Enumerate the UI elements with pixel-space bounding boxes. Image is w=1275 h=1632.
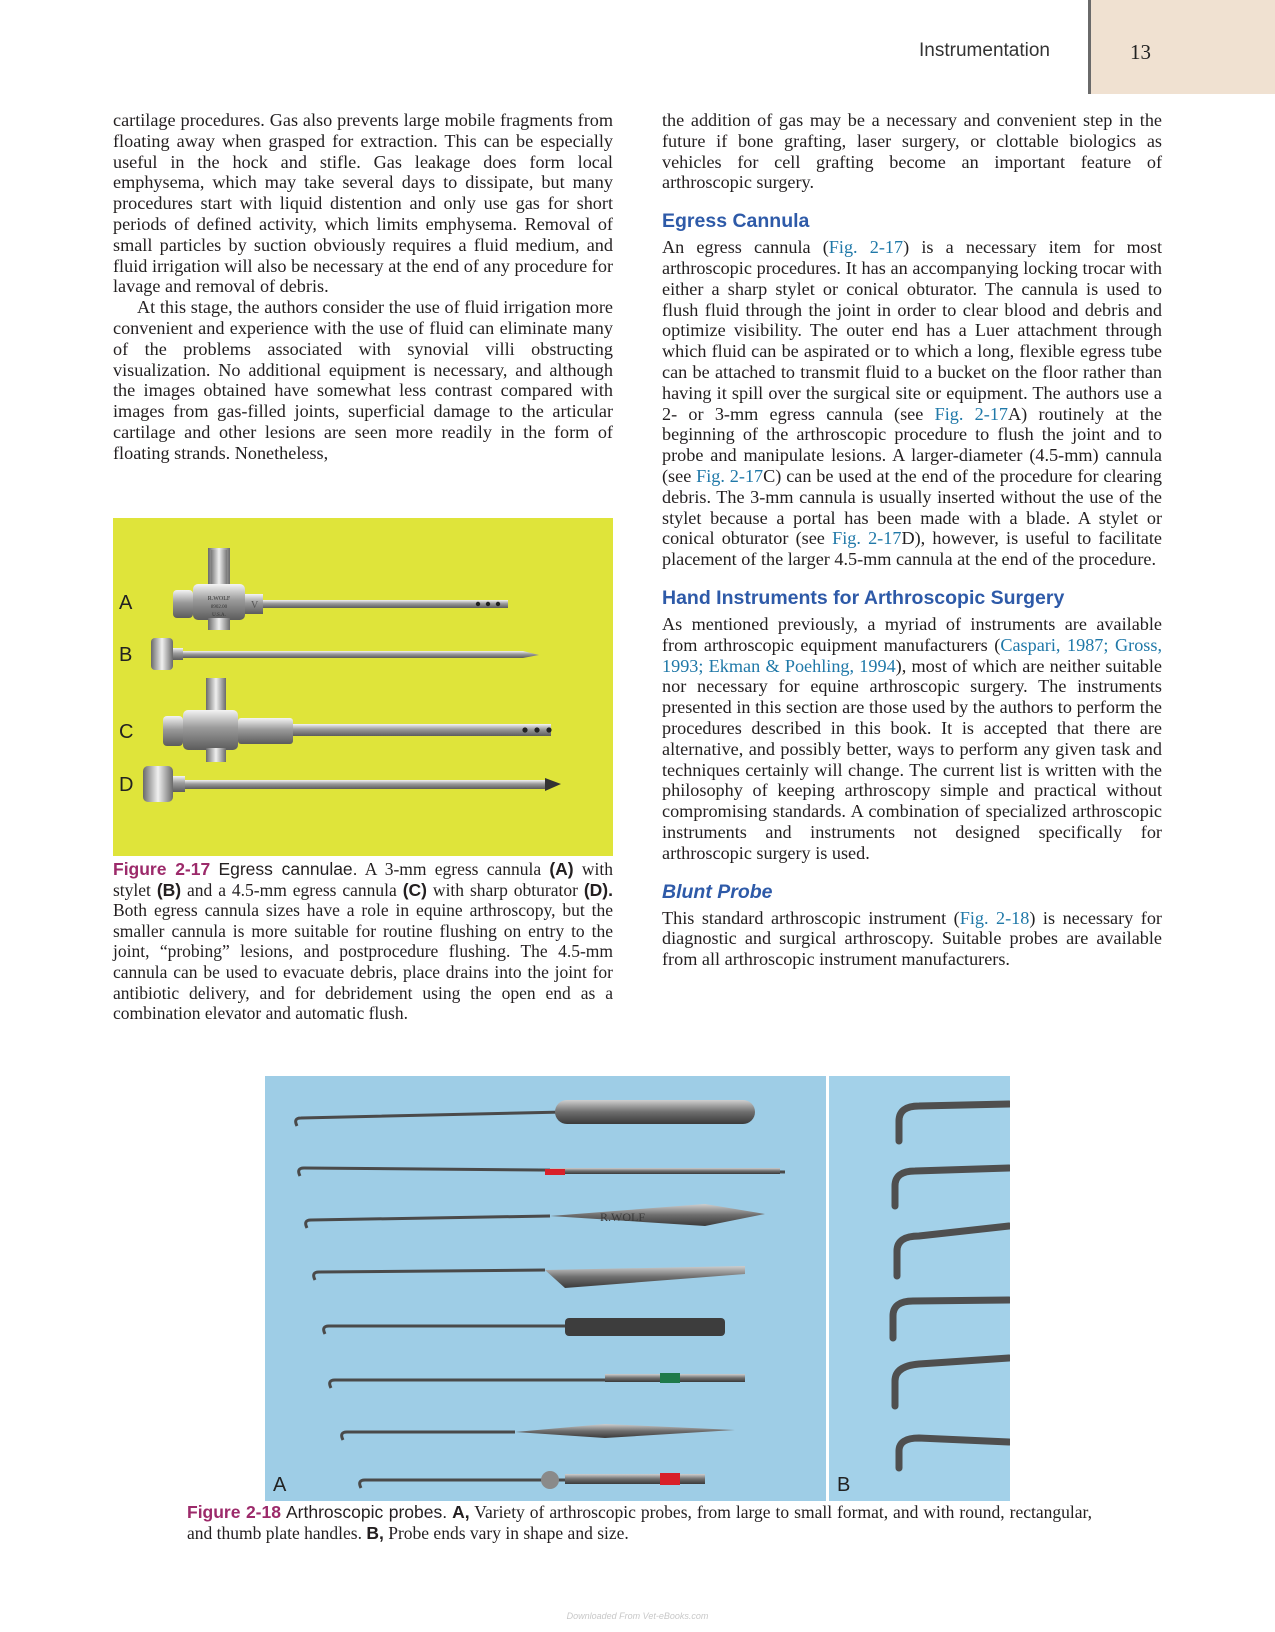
text-run: ) is necessary for diagnostic and surgical arthroscopy. Suitable probes are available from all arthroscopic instrument manufacturers.	[662, 907, 1162, 970]
caption-text: with sharp obturator	[427, 879, 584, 900]
caption-text: with stylet	[113, 859, 613, 900]
heading-egress-cannula: Egress Cannula	[662, 210, 810, 233]
caption-letter: A,	[452, 1502, 470, 1522]
figure-letter-a: A	[119, 592, 133, 614]
figure-letter-b: B	[119, 644, 133, 666]
stylet-b	[151, 638, 539, 670]
figure-letter-b: B	[837, 1474, 851, 1496]
caption-text: A 3-mm egress cannula	[357, 859, 550, 879]
handle-stamp: R.WOLF	[600, 1210, 645, 1224]
citation-link[interactable]: Caspari, 1987; Gross, 1993; Ekman & Poehling, 1994	[662, 634, 1162, 676]
egress-cannulae-illustration	[113, 518, 613, 856]
text-run: C) can be used at the end of the procedure for clearing debris. The 3-mm cannula is usually inserted without the use of the stylet because a portal has been made with a blade. A stylet or conical obturator (see	[662, 465, 1162, 549]
text-run: An egress cannula (	[662, 237, 829, 258]
caption-letter: B,	[366, 1522, 384, 1543]
caption-label: Figure 2-17	[113, 859, 211, 879]
running-head-section: Instrumentation	[919, 40, 1050, 61]
figure-2-17-photo	[113, 518, 613, 856]
stamp-line: R.WOLF	[207, 596, 231, 602]
paragraph	[662, 237, 1162, 570]
paragraph	[662, 614, 1162, 864]
caption-text: Variety of arthroscopic probes, from large to small format, and with round, rectangular, and thumb plate handles.	[187, 1502, 1092, 1543]
paragraph: cartilage procedures. Gas also prevents large mobile fragments from floating away when grasped for extraction. This can be especially useful in the hock and stifle. Gas leakage does form local emphysema, which may take several days to dissipate, but many procedures start with liquid distention and only use gas for short periods of defined activity, which limits emphysema. Removal of small particles by suction obviously requires a fluid medium, and fluid irrigation will also be necessary at the end of any procedure for lavage and removal of debris.	[113, 110, 613, 297]
caption-text: Probe ends vary in shape and size.	[383, 1522, 629, 1543]
caption-text: and a 4.5-mm egress cannula	[181, 879, 403, 900]
paragraph	[662, 908, 1162, 970]
figure-reference-link[interactable]: Fig. 2-17	[828, 237, 904, 258]
cannula-c	[163, 678, 552, 762]
figure-2-17-caption	[113, 859, 613, 1024]
text-run: A) routinely at the beginning of the arthroscopic procedure to flush the joint and to probe and manipulate lesions. A larger-diameter (4.5-mm) cannula (see	[662, 403, 1162, 486]
figure-letter-c: C	[119, 721, 134, 743]
left-column	[113, 110, 613, 464]
text-run: ), most of which are neither suitable nor necessary for equine arthroscopic surgery. The instruments presented in this section are those used by the authors to perform the procedures described in this book. It is accepted that there are alternative, and possibly better, ways to perform any given task and techniques certainly will change. The current list is written with the philosophy of keeping arthroscopy simple and practical without compromising standards. A combination of specialized arthroscopic instruments and instruments not designed specifically for arthroscopic surgery is used.	[662, 655, 1162, 863]
paragraph: the addition of gas may be a necessary and convenient step in the future if bone grafting, laser surgery, or clottable biologics as vehicles for cell grafting become an important feature of arthroscopic surgery.	[662, 110, 1162, 193]
footer-watermark: Downloaded From Vet-eBooks.com	[566, 1611, 709, 1621]
heading-hand-instruments: Hand Instruments for Arthroscopic Surgery	[662, 586, 1065, 609]
caption-title: Arthroscopic probes.	[285, 1502, 448, 1522]
stamp-line: 8902.00	[210, 605, 228, 610]
heading-blunt-probe: Blunt Probe	[662, 880, 773, 903]
figure-2-18b-photo	[829, 1076, 1010, 1501]
figure-reference-link[interactable]: Fig. 2-17	[934, 403, 1009, 424]
figure-reference-link[interactable]: Fig. 2-17	[696, 465, 764, 486]
caption-title: Egress cannulae.	[218, 859, 358, 879]
figure-reference-link[interactable]: Fig. 2-18	[959, 907, 1030, 928]
caption-letter: (B)	[156, 879, 182, 900]
text-run: ) is a necessary item for most arthroscopic procedures. It has an accompanying locking trocar with either a sharp stylet or conical obturator. The cannula is used to flush fluid through the joint in order to clear blood and debris and optimize visibility. The outer end has a Luer attachment through which fluid can be aspirated or to which a long, flexible egress tube can be attached to transmit fluid to a bucket on the floor rather than having it spill over the surgical site or equipment. The authors use a 2- or 3-mm egress cannula (see	[662, 237, 1162, 424]
cannula-a	[173, 548, 508, 630]
figure-letter-a: A	[273, 1474, 287, 1496]
right-column	[662, 110, 1162, 970]
paragraph: At this stage, the authors consider the use of fluid irrigation more convenient and experience with the use of fluid can eliminate many of the problems associated with synovial villi obstructing visualization. No additional equipment is necessary, and although the images obtained have somewhat less contrast compared with images from gas-filled joints, superficial damage to the articular cartilage and other lesions are seen more readily in the form of floating strands. Nonetheless,	[113, 297, 613, 463]
caption-text: Both egress cannula sizes have a role in equine arthroscopy, but the smaller cannula is more suitable for routine flushing on entry to the joint, “probing” lesions, and postprocedure flushing. The 4.5-mm cannula can be used to evacuate debris, place drains into the joint for antibiotic delivery, and for debridement using the open end as a combination elevator and automatic flush.	[113, 900, 613, 1024]
caption-letter: (C)	[402, 879, 428, 900]
text-run: As mentioned previously, a myriad of instruments are available from arthroscopic equipment manufacturers (	[662, 613, 1162, 655]
stamp-mark: V	[251, 600, 259, 611]
figure-reference-link[interactable]: Fig. 2-17	[832, 528, 902, 549]
caption-label: Figure 2-18	[187, 1502, 281, 1522]
obturator-d	[143, 766, 561, 802]
page-number: 13	[1130, 40, 1151, 64]
caption-letter: (A)	[549, 859, 574, 879]
figure-2-18a-photo	[265, 1076, 826, 1501]
page-number-tab	[1088, 0, 1275, 94]
figure-2-18-caption	[187, 1502, 1092, 1543]
text-run: This standard arthroscopic instrument (	[662, 907, 960, 928]
text-run: D), however, is useful to facilitate placement of the larger 4.5-mm cannula at the end of the procedure.	[662, 528, 1162, 570]
stamp-line: U.S.A.	[212, 613, 226, 618]
probes-illustration	[265, 1076, 826, 1501]
caption-letter: (D).	[583, 879, 613, 900]
figure-letter-d: D	[119, 774, 134, 796]
probe-ends-illustration	[829, 1076, 1010, 1501]
